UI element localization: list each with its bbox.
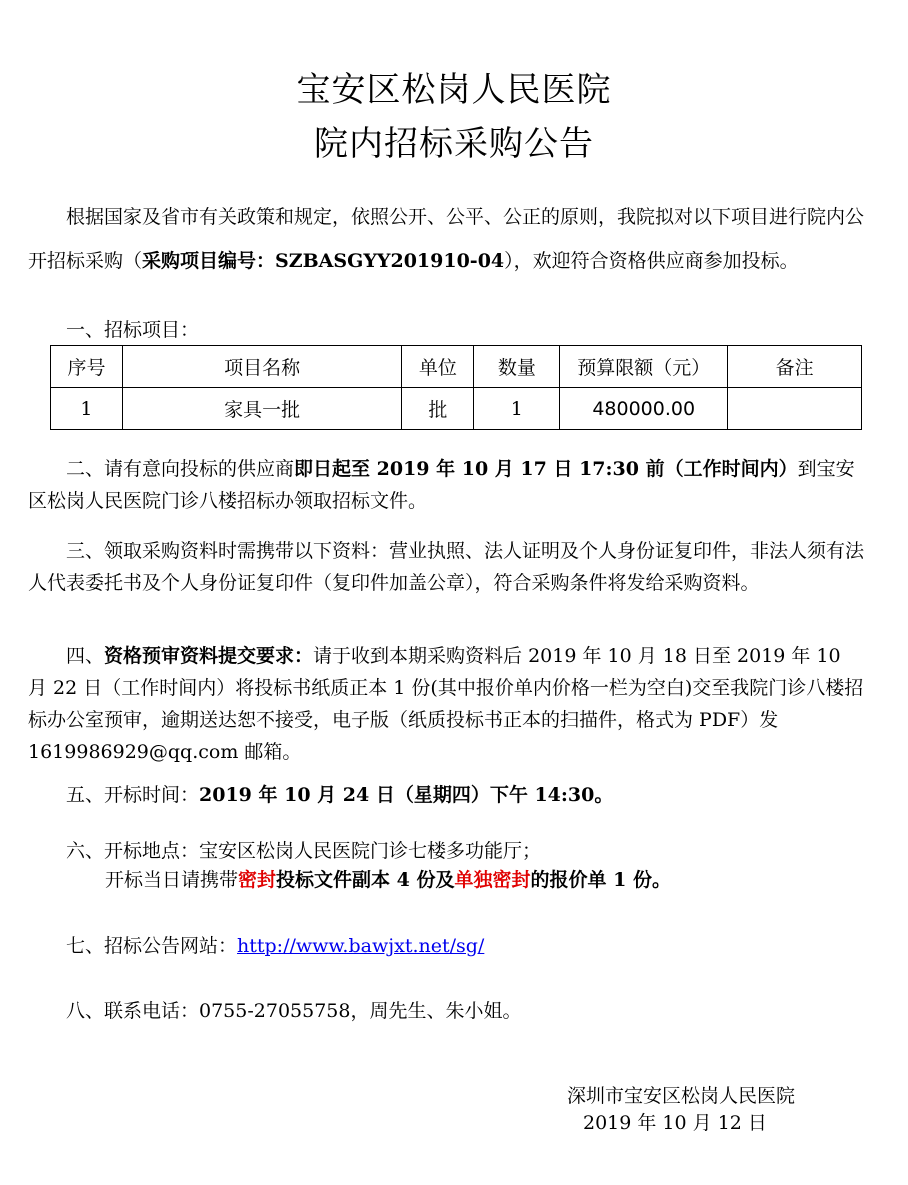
bid-items-table — [50, 345, 862, 430]
section-6-line2: 开标当日请携带密封投标文件副本 4 份及单独密封的报价单 1 份。 — [105, 869, 671, 891]
section-2-paragraph: 二、请有意向投标的供应商即日起至 2019 年 10 月 17 日 17:30 前（工作时间内）到宝安区松岗人民医院门诊八楼招标办领取招标文件。 — [28, 458, 855, 512]
section-4-paragraph: 四、资格预审资料提交要求：请于收到本期采购资料后 2019 年 10 月 18 日至 2019 年 10 月 22 日（工作时间内）将投标书纸质正本 1 份(其中报价单内价格一栏为空白)交至我院门诊八楼招标办公室预审，逾期送达恕不接受，电子版（纸质投标书正本的扫描件，格式为 PDF）发 1619986929@qq.com 邮箱。 — [28, 645, 864, 763]
notice-website-link[interactable]: http://www.bawjxt.net/sg/ — [237, 935, 485, 957]
table-row — [51, 388, 862, 430]
section-5-paragraph: 五、开标时间：2019 年 10 月 24 日（星期四）下午 14:30。 — [66, 784, 614, 806]
intro-paragraph: 根据国家及省市有关政策和规定，依照公开、公平、公正的原则，我院拟对以下项目进行院内公开招标采购（采购项目编号：SZBASGYY201910-04），欢迎符合资格供应商参加投标。 — [28, 206, 865, 272]
sealed-emphasis: 密封 — [238, 869, 277, 891]
prequalification-heading: 资格预审资料提交要求： — [104, 645, 314, 667]
table-cell: 1 — [51, 388, 123, 430]
table-cell: 批 — [402, 388, 474, 430]
table-cell: 1 — [474, 388, 560, 430]
header-cell: 预算限额（元） — [560, 346, 728, 388]
table-cell: 480000.00 — [560, 388, 728, 430]
header-cell: 序号 — [51, 346, 123, 388]
project-number: 采购项目编号：SZBASGYY201910-04 — [142, 250, 505, 272]
section-6-line1: 六、开标地点：宝安区松岗人民医院门诊七楼多功能厅； — [66, 840, 542, 862]
separately-sealed-emphasis: 单独密封 — [454, 869, 531, 891]
section-7-paragraph: 七、招标公告网站：http://www.bawjxt.net/sg/ — [66, 935, 485, 957]
signature-org: 深圳市宝安区松岗人民医院 — [567, 1085, 796, 1107]
table-header-row — [51, 346, 862, 388]
header-cell: 备注 — [728, 346, 862, 388]
table-cell: 家具一批 — [122, 388, 402, 430]
notice-title-line2: 院内招标采购公告 — [314, 124, 594, 164]
section-8-paragraph: 八、联系电话：0755-27055758，周先生、朱小姐。 — [66, 1000, 522, 1022]
header-cell: 数量 — [474, 346, 560, 388]
table-cell — [728, 388, 862, 430]
notice-title-line1: 宝安区松岗人民医院 — [296, 70, 612, 110]
section-1-heading: 一、招标项目： — [66, 319, 200, 341]
opening-time: 2019 年 10 月 24 日（星期四）下午 14:30。 — [199, 784, 614, 806]
header-cell: 项目名称 — [122, 346, 402, 388]
signature-date: 2019 年 10 月 12 日 — [583, 1112, 767, 1134]
section-3-paragraph: 三、领取采购资料时需携带以下资料：营业执照、法人证明及个人身份证复印件，非法人须有法人代表委托书及个人身份证复印件（复印件加盖公章），符合采购条件将发给采购资料。 — [28, 540, 865, 594]
pickup-deadline: 即日起至 2019 年 10 月 17 日 17:30 前（工作时间内） — [294, 458, 798, 480]
header-cell: 单位 — [402, 346, 474, 388]
